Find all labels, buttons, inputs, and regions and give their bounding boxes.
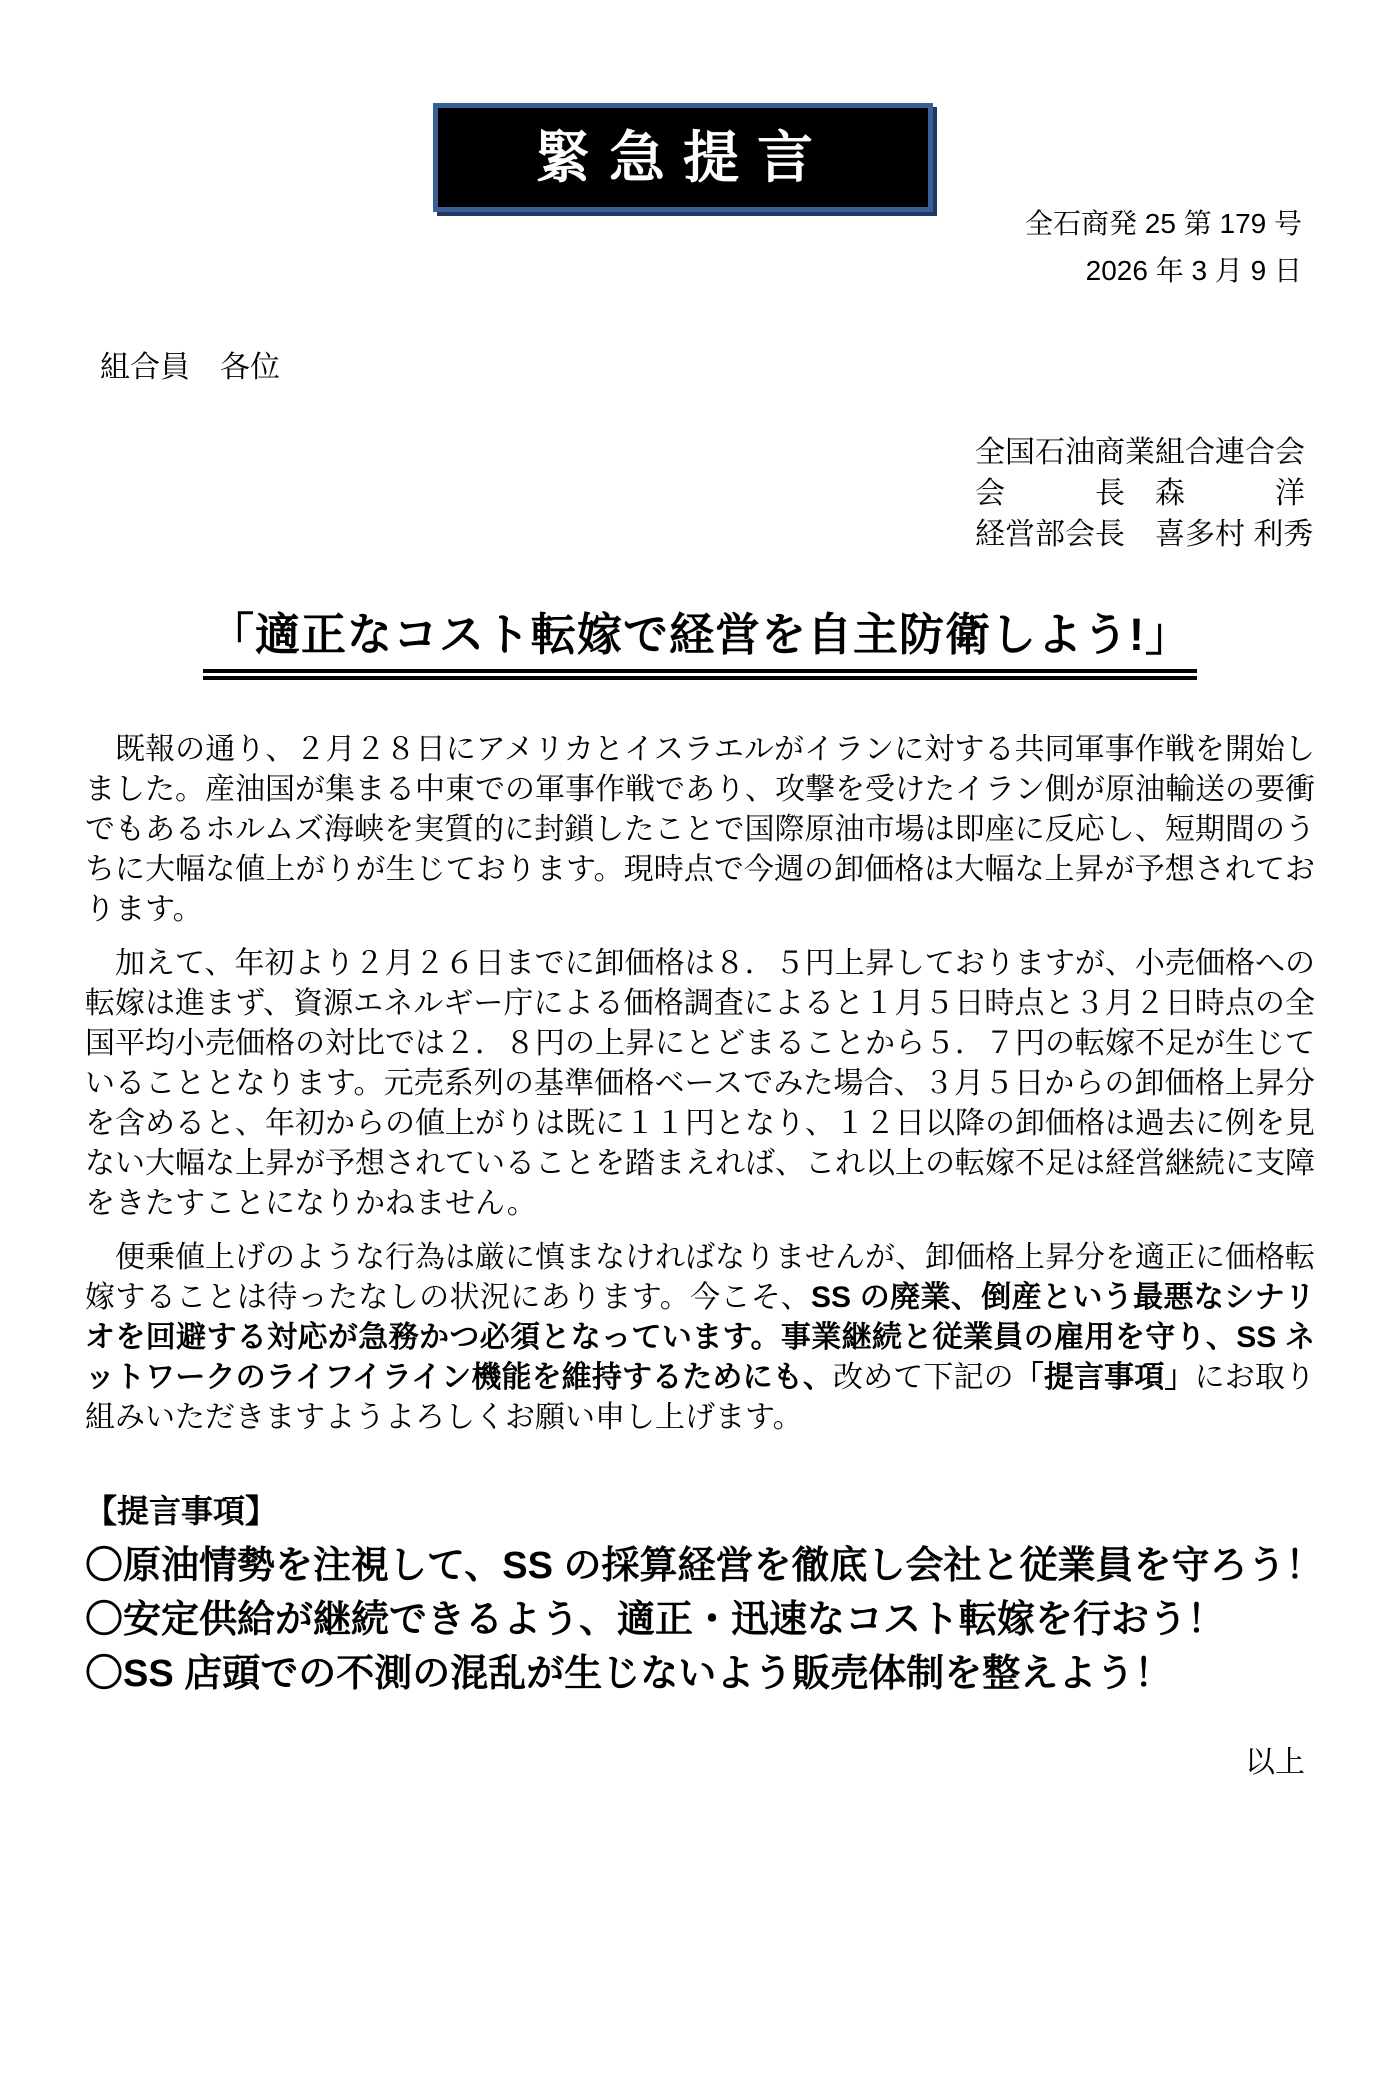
doc-date: 2026 年 3 月 9 日	[1085, 255, 1302, 286]
sender-president: 会 長 森 洋	[975, 477, 1305, 510]
document-page	[0, 103, 1400, 2083]
proposal-heading: 【提言事項】	[85, 1493, 278, 1529]
urgent-proposal-banner	[433, 103, 933, 212]
paragraph-3-segment-regular: 便乗値上げのような行為は厳に慎まなければなりませんが、卸価格上昇分を適正に価格転嫁することは待ったなしの状況にあります。今こそ、	[85, 1241, 1315, 1314]
proposal-item: 〇安定供給が継続できるよう、適正・迅速なコスト転嫁を行おう！	[85, 1599, 1226, 1641]
sender-block	[975, 432, 1400, 555]
paragraph-1: 既報の通り、２月２８日にアメリカとイスラエルがイランに対する共同軍事作戦を開始しました。産油国が集まる中東での軍事作戦であり、攻撃を受けたイラン側が原油輸送の要衝でもあるホルムズ海峡を実質的に封鎖したことで国際原油市場は即座に反応し、短期間のうちに大幅な値上がりが生じております。現時点で今週の卸価格は大幅な上昇が予想されております。	[85, 733, 1315, 926]
doc-meta	[0, 200, 1302, 294]
sender-division-head: 経営部会長 喜多村 利秀	[975, 518, 1314, 551]
proposal-item: 〇SS 店頭での不測の混乱が生じないよう販売体制を整えよう！	[85, 1653, 1173, 1695]
doc-number: 全石商発 25 第 179 号	[1025, 208, 1302, 239]
paragraph-3-segment-bold: SS の廃業、倒産という最悪なシナリオを回避する対応が急務かつ必須となっています。事業継続と従業員の雇用を守り、SS ネットワークのライフイライン機能を維持するためにも、	[85, 1281, 1316, 1394]
main-title: 「適正なコスト転嫁で経営を自主防衛しよう!」	[203, 605, 1197, 680]
paragraph-3-segment-regular: 改めて下記の	[832, 1361, 1014, 1394]
proposal-item: 〇原油情勢を注視して、SS の採算経営を徹底し会社と従業員を守ろう！	[85, 1545, 1324, 1587]
addressee: 組合員 各位	[100, 351, 280, 384]
banner-title: 緊急提言	[535, 126, 831, 189]
paragraph-3	[85, 1238, 1315, 1438]
paragraph-3-segment-regular: にお取り組みいただきますようよろしくお願い申し上げます。	[85, 1361, 1315, 1434]
proposal-section	[85, 1493, 1324, 1701]
closing-ijou: 以上	[1245, 1746, 1305, 1779]
sender-org: 全国石油商業組合連合会	[975, 436, 1305, 469]
paragraph-3-segment-bold: 「提言事項」	[1013, 1361, 1195, 1394]
title-wrap	[0, 605, 1400, 680]
paragraph-2: 加えて、年初より２月２６日までに卸価格は８．５円上昇しておりますが、小売価格への転嫁は進まず、資源エネルギー庁による価格調査によると１月５日時点と３月２日時点の全国平均小売価格の対比では２．８円の上昇にとどまることから５．７円の転嫁不足が生じていることとなります。元売系列の基準価格ベースでみた場合、３月５日からの卸価格上昇分を含めると、年初からの値上がりは既に１１円となり、１２日以降の卸価格は過去に例を見ない大幅な上昇が予想されていることを踏まえれば、これ以上の転嫁不足は経営継続に支障をきたすことになりかねません。	[85, 947, 1315, 1220]
